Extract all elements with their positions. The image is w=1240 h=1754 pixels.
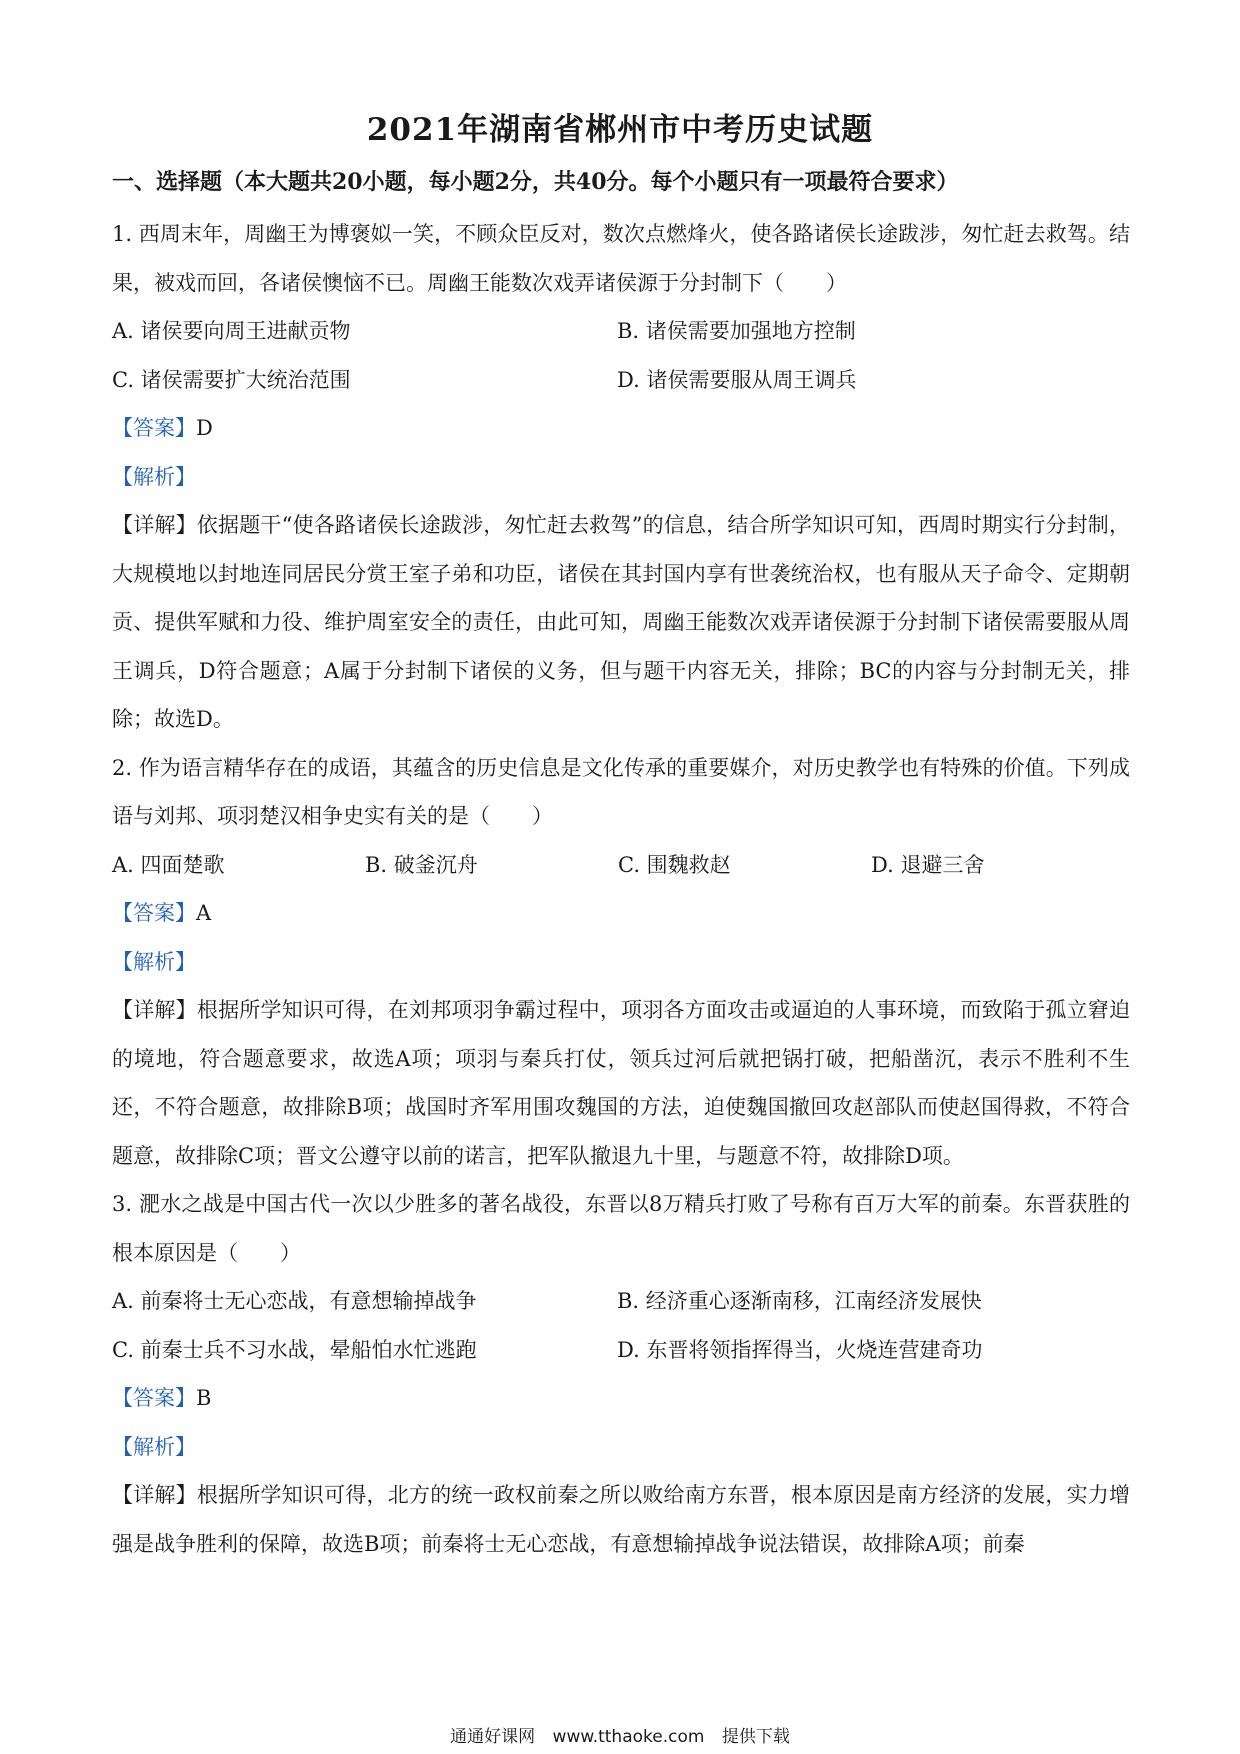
answer-tag: 【答案】 [112, 1386, 196, 1410]
question-stem: 2. 作为语言精华存在的成语，其蕴含的历史信息是文化传承的重要媒介，对历史教学也有特殊的价值。下列成语与刘邦、项羽楚汉相争史实有关的是（ ） [112, 755, 1130, 828]
option-a: A. 诸侯要向周王进献贡物 [112, 319, 351, 343]
option-b: B. 诸侯需要加强地方控制 [617, 319, 856, 343]
option-list [112, 307, 1130, 404]
detail-text: 根据所学知识可得，北方的统一政权前秦之所以败给南方东晋，根本原因是南方经济的发展，实力增强是战争胜利的保障，故选B项；前秦将士无心恋战，有意想输掉战争说法错误，故排除A项；前秦 [112, 1483, 1131, 1556]
detail-paragraph [112, 986, 1130, 1180]
option-c: C. 围魏救赵 [618, 852, 731, 877]
answer-tag: 【答案】 [112, 901, 196, 925]
questions-container [112, 210, 1130, 1568]
detail-paragraph [112, 1471, 1130, 1568]
detail-text: 根据所学知识可得，在刘邦项羽争霸过程中，项羽各方面攻击或逼迫的人事环境，而致陷于孤立窘迫的境地，符合题意要求，故选A项；项羽与秦兵打仗，领兵过河后就把锅打破，把船凿沉，表示不胜利不生还，不符合题意，故排除B项；战国时齐军用围攻魏国的方法，迫使魏国撤回攻赵部队而使赵国得救，不符合题意，故排除C项；晋文公遵守以前的诺言，把军队撤退九十里，与题意不符，故排除D项。 [112, 998, 1131, 1168]
question-1 [112, 210, 1130, 744]
answer-value: B [196, 1386, 212, 1410]
answer-value: D [196, 416, 213, 440]
page-footer [0, 1722, 1240, 1747]
footer-url[interactable]: www.tthaoke.com [552, 1727, 705, 1747]
footer-note: 提供下载 [721, 1727, 790, 1747]
detail-tag: 【详解】 [112, 998, 197, 1022]
detail-tag: 【详解】 [112, 513, 197, 537]
option-d: D. 诸侯需要服从周王调兵 [617, 367, 857, 392]
answer-value: A [196, 901, 212, 925]
detail-tag: 【详解】 [112, 1483, 197, 1507]
option-d: D. 退避三舍 [871, 852, 985, 877]
analysis-tag: 【解析】 [112, 1434, 196, 1459]
answer-tag: 【答案】 [112, 416, 196, 440]
option-d: D. 东晋将领指挥得当，火烧连营建奇功 [617, 1337, 983, 1362]
question-stem: 1. 西周末年，周幽王为博褒姒一笑，不顾众臣反对，数次点燃烽火，使各路诸侯长途跋涉，匆忙赶去救驾。结果，被戏而回，各诸侯懊恼不已。周幽王能数次戏弄诸侯源于分封制下（ ） [112, 222, 1130, 295]
analysis-tag: 【解析】 [112, 464, 196, 489]
option-c: C. 前秦士兵不习水战，晕船怕水忙逃跑 [112, 1337, 477, 1362]
answer-line [112, 889, 1130, 938]
option-c: C. 诸侯需要扩大统治范围 [112, 367, 351, 392]
document-title: 2021年湖南省郴州市中考历史试题 [366, 112, 874, 148]
footer-brand: 通通好课网 [450, 1727, 536, 1747]
detail-text: 依据题干“使各路诸侯长途跋涉，匆忙赶去救驾”的信息，结合所学知识可知，西周时期实行分封制，大规模地以封地连同居民分赏王室子弟和功臣，诸侯在其封国内享有世袭统治权，也有服从天子命令、定期朝贡、提供军赋和力役、维护周室安全的责任，由此可知，周幽王能数次戏弄诸侯源于分封制下诸侯需要服从周王调兵，D符合题意；A属于分封制下诸侯的义务，但与题干内容无关，排除；BC的内容与分封制无关，排除；故选D。 [112, 513, 1131, 731]
option-list [112, 1277, 1130, 1374]
question-3 [112, 1180, 1130, 1568]
answer-line [112, 1374, 1130, 1423]
question-2 [112, 744, 1130, 1181]
option-b: B. 经济重心逐渐南移，江南经济发展快 [617, 1289, 982, 1313]
option-a: A. 前秦将士无心恋战，有意想输掉战争 [112, 1289, 477, 1313]
detail-paragraph [112, 501, 1130, 744]
analysis-line [112, 1423, 1130, 1472]
option-list [112, 841, 1130, 890]
analysis-line [112, 938, 1130, 987]
section-heading: 一、选择题（本大题共20小题，每小题2分，共40分。每个小题只有一项最符合要求） [112, 169, 959, 195]
analysis-tag: 【解析】 [112, 949, 196, 974]
analysis-line [112, 453, 1130, 502]
option-b: B. 破釜沉舟 [365, 852, 478, 877]
question-stem: 3. 淝水之战是中国古代一次以少胜多的著名战役，东晋以8万精兵打败了号称有百万大军的前秦。东晋获胜的根本原因是（ ） [112, 1192, 1130, 1265]
answer-line [112, 404, 1130, 453]
option-a: A. 四面楚歌 [112, 852, 225, 877]
